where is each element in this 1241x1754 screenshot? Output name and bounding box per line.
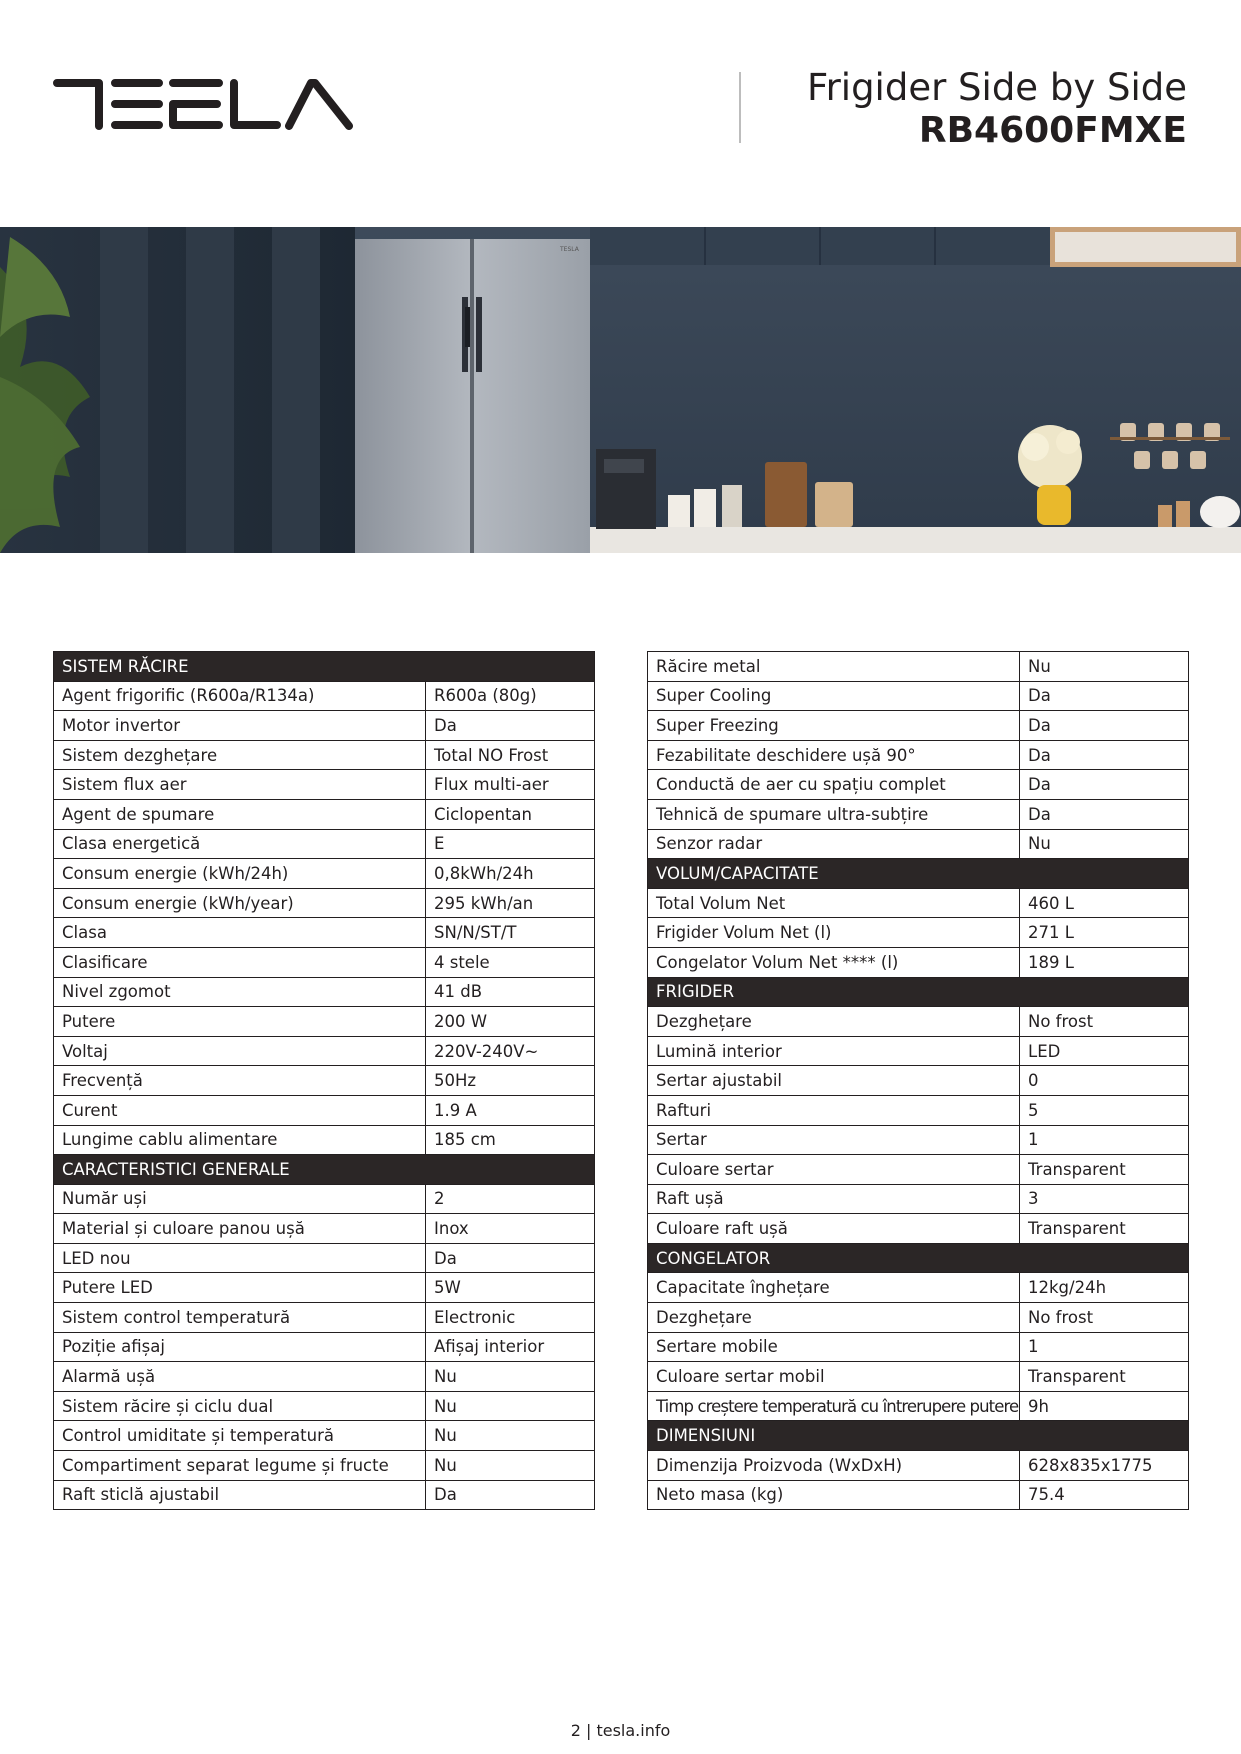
spec-label: Sertar: [648, 1125, 1020, 1155]
spec-label: Dezghețare: [648, 1303, 1020, 1333]
table-row: [54, 1273, 595, 1303]
spec-value: Transparent: [1020, 1214, 1189, 1244]
spec-label: Super Freezing: [648, 711, 1020, 741]
spec-value: 75.4: [1020, 1480, 1189, 1510]
spec-value: Nu: [1020, 829, 1189, 859]
fridge-badge: TESLA: [560, 246, 579, 253]
spec-value: Da: [426, 1480, 595, 1510]
spec-label: Clasificare: [54, 947, 426, 977]
spec-value: 1: [1020, 1125, 1189, 1155]
spec-label: Conductă de aer cu spațiu complet: [648, 770, 1020, 800]
section-title: CARACTERISTICI GENERALE: [54, 1155, 595, 1185]
table-row: [648, 829, 1189, 859]
spec-value: Da: [1020, 770, 1189, 800]
spec-value: LED: [1020, 1036, 1189, 1066]
section-title: VOLUM/CAPACITATE: [648, 859, 1189, 889]
spec-label: Motor invertor: [54, 711, 426, 741]
table-row: [54, 859, 595, 889]
spec-value: Nu: [426, 1362, 595, 1392]
spec-label: Sistem dezghețare: [54, 740, 426, 770]
spec-label: Curent: [54, 1095, 426, 1125]
page-footer: 2 | tesla.info: [570, 1721, 671, 1740]
section-header: [54, 652, 595, 682]
spec-label: Material și culoare panou ușă: [54, 1214, 426, 1244]
spec-label: Nivel zgomot: [54, 977, 426, 1007]
spec-label: Alarmă ușă: [54, 1362, 426, 1392]
table-row: [54, 1451, 595, 1481]
spec-value: Nu: [1020, 652, 1189, 682]
spec-label: Sertar ajustabil: [648, 1066, 1020, 1096]
spec-value: Nu: [426, 1421, 595, 1451]
table-row: [54, 947, 595, 977]
spec-label: Voltaj: [54, 1036, 426, 1066]
spec-value: 189 L: [1020, 947, 1189, 977]
spec-value: 0,8kWh/24h: [426, 859, 595, 889]
table-row: [648, 1303, 1189, 1333]
spec-value: E: [426, 829, 595, 859]
spec-label: Raft sticlă ajustabil: [54, 1480, 426, 1510]
spec-label: Fezabilitate deschidere ușă 90°: [648, 740, 1020, 770]
spec-label: Senzor radar: [648, 829, 1020, 859]
table-row: [648, 652, 1189, 682]
spec-value: 41 dB: [426, 977, 595, 1007]
spec-value: 295 kWh/an: [426, 888, 595, 918]
section-title: CONGELATOR: [648, 1243, 1189, 1273]
section-header: [648, 1243, 1189, 1273]
product-title: [807, 66, 1187, 152]
spec-label: Sistem control temperatură: [54, 1303, 426, 1333]
spec-value: 50Hz: [426, 1066, 595, 1096]
table-row: [54, 1036, 595, 1066]
header-divider: [739, 72, 741, 143]
table-row: [648, 1214, 1189, 1244]
spec-value: Da: [1020, 681, 1189, 711]
table-row: [54, 1303, 595, 1333]
spec-label: Rafturi: [648, 1095, 1020, 1125]
spec-label: Compartiment separat legume și fructe: [54, 1451, 426, 1481]
table-row: [648, 1125, 1189, 1155]
table-row: [648, 1095, 1189, 1125]
section-header: [648, 977, 1189, 1007]
table-row: [648, 1066, 1189, 1096]
spec-label: Congelator Volum Net **** (l): [648, 947, 1020, 977]
spec-value: Da: [1020, 799, 1189, 829]
spec-label: Timp creștere temperatură cu întrerupere putere: [648, 1391, 1020, 1421]
table-row: [648, 1036, 1189, 1066]
table-row: [648, 681, 1189, 711]
spec-value: 460 L: [1020, 888, 1189, 918]
spec-value: 9h: [1020, 1391, 1189, 1421]
product-photo: [0, 227, 1241, 553]
spec-label: Lungime cablu alimentare: [54, 1125, 426, 1155]
spec-value: Da: [426, 1243, 595, 1273]
spec-value: Inox: [426, 1214, 595, 1244]
table-row: [54, 1421, 595, 1451]
spec-value: No frost: [1020, 1007, 1189, 1037]
spec-label: Clasa energetică: [54, 829, 426, 859]
spec-value: 628x835x1775: [1020, 1451, 1189, 1481]
table-row: [648, 1273, 1189, 1303]
spec-label: Răcire metal: [648, 652, 1020, 682]
table-row: [54, 1480, 595, 1510]
spec-label: Agent de spumare: [54, 799, 426, 829]
spec-value: Flux multi-aer: [426, 770, 595, 800]
spec-value: 185 cm: [426, 1125, 595, 1155]
model-number: RB4600FMXE: [918, 110, 1187, 151]
spec-label: Culoare sertar mobil: [648, 1362, 1020, 1392]
spec-value: Afișaj interior: [426, 1332, 595, 1362]
spec-value: Nu: [426, 1391, 595, 1421]
spec-value: Transparent: [1020, 1155, 1189, 1185]
table-row: [54, 1007, 595, 1037]
table-row: [648, 711, 1189, 741]
tesla-logo: [53, 78, 353, 130]
table-row: [648, 770, 1189, 800]
table-row: [648, 1007, 1189, 1037]
table-row: [648, 1362, 1189, 1392]
spec-value: 2: [426, 1184, 595, 1214]
table-row: [54, 1243, 595, 1273]
spec-label: Număr uși: [54, 1184, 426, 1214]
spec-value: Total NO Frost: [426, 740, 595, 770]
table-row: [54, 918, 595, 948]
spec-value: 4 stele: [426, 947, 595, 977]
spec-label: Consum energie (kWh/24h): [54, 859, 426, 889]
spec-label: LED nou: [54, 1243, 426, 1273]
spec-label: Super Cooling: [648, 681, 1020, 711]
spec-value: 12kg/24h: [1020, 1273, 1189, 1303]
table-row: [54, 1066, 595, 1096]
table-row: [648, 740, 1189, 770]
spec-label: Poziție afișaj: [54, 1332, 426, 1362]
spec-label: Sertare mobile: [648, 1332, 1020, 1362]
spec-label: Sistem răcire și ciclu dual: [54, 1391, 426, 1421]
table-row: [648, 1391, 1189, 1421]
spec-value: 1: [1020, 1332, 1189, 1362]
table-row: [648, 1480, 1189, 1510]
spec-label: Raft ușă: [648, 1184, 1020, 1214]
spec-value: SN/N/ST/T: [426, 918, 595, 948]
spec-value: No frost: [1020, 1303, 1189, 1333]
table-row: [648, 1184, 1189, 1214]
spec-label: Sistem flux aer: [54, 770, 426, 800]
table-row: [54, 740, 595, 770]
section-header: [54, 1155, 595, 1185]
section-header: [648, 859, 1189, 889]
section-title: FRIGIDER: [648, 977, 1189, 1007]
table-row: [54, 1391, 595, 1421]
table-row: [54, 1362, 595, 1392]
section-title: SISTEM RĂCIRE: [54, 652, 595, 682]
table-row: [54, 681, 595, 711]
spec-label: Clasa: [54, 918, 426, 948]
spec-value: Da: [426, 711, 595, 741]
spec-label: Lumină interior: [648, 1036, 1020, 1066]
table-row: [54, 1214, 595, 1244]
spec-value: 200 W: [426, 1007, 595, 1037]
spec-label: Putere: [54, 1007, 426, 1037]
spec-label: Putere LED: [54, 1273, 426, 1303]
spec-value: Ciclopentan: [426, 799, 595, 829]
spec-value: Electronic: [426, 1303, 595, 1333]
spec-value: 1.9 A: [426, 1095, 595, 1125]
spec-label: Control umiditate și temperatură: [54, 1421, 426, 1451]
table-row: [54, 1184, 595, 1214]
spec-label: Frecvență: [54, 1066, 426, 1096]
spec-label: Culoare raft ușă: [648, 1214, 1020, 1244]
table-row: [648, 1332, 1189, 1362]
spec-value: 3: [1020, 1184, 1189, 1214]
table-row: [54, 799, 595, 829]
product-type: Frigider Side by Side: [806, 66, 1187, 109]
table-row: [54, 1332, 595, 1362]
spec-value: 220V-240V~: [426, 1036, 595, 1066]
table-row: [54, 829, 595, 859]
table-row: [648, 1451, 1189, 1481]
spec-label: Neto masa (kg): [648, 1480, 1020, 1510]
section-title: DIMENSIUNI: [648, 1421, 1189, 1451]
spec-label: Dimenzija Proizvoda (WxDxH): [648, 1451, 1020, 1481]
table-row: [54, 888, 595, 918]
spec-label: Frigider Volum Net (l): [648, 918, 1020, 948]
table-row: [54, 977, 595, 1007]
left-spec-table: [53, 651, 595, 1510]
spec-value: 5: [1020, 1095, 1189, 1125]
table-row: [648, 1155, 1189, 1185]
spec-value: Transparent: [1020, 1362, 1189, 1392]
spec-value: Da: [1020, 740, 1189, 770]
spec-label: Dezghețare: [648, 1007, 1020, 1037]
spec-label: Consum energie (kWh/year): [54, 888, 426, 918]
right-spec-table: [647, 651, 1189, 1510]
spec-value: 5W: [426, 1273, 595, 1303]
spec-value: 0: [1020, 1066, 1189, 1096]
table-row: [54, 770, 595, 800]
spec-label: Culoare sertar: [648, 1155, 1020, 1185]
table-row: [648, 918, 1189, 948]
spec-label: Agent frigorific (R600a/R134a): [54, 681, 426, 711]
table-row: [648, 947, 1189, 977]
spec-value: Da: [1020, 711, 1189, 741]
spec-value: R600a (80g): [426, 681, 595, 711]
spec-label: Capacitate înghețare: [648, 1273, 1020, 1303]
table-row: [54, 711, 595, 741]
table-row: [54, 1095, 595, 1125]
table-row: [54, 1125, 595, 1155]
table-row: [648, 799, 1189, 829]
spec-value: 271 L: [1020, 918, 1189, 948]
table-row: [648, 888, 1189, 918]
section-header: [648, 1421, 1189, 1451]
spec-label: Tehnică de spumare ultra-subțire: [648, 799, 1020, 829]
spec-label: Total Volum Net: [648, 888, 1020, 918]
spec-value: Nu: [426, 1451, 595, 1481]
